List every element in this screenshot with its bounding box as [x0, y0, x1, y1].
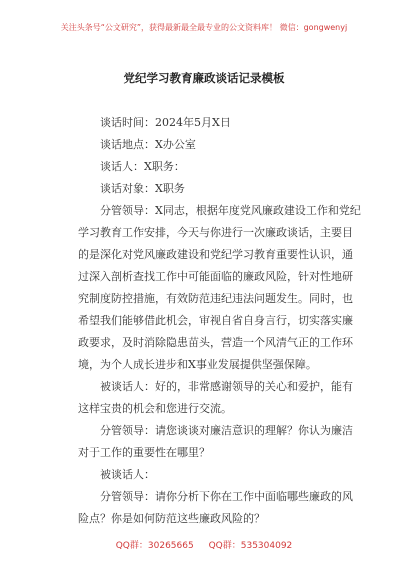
- text-line: 过深入剖析查找工作中可能面临的廉政风险，针对性地研: [78, 270, 353, 283]
- paragraph-reply-thanks: [78, 376, 353, 420]
- field-time: 谈话时间：2024年5月X日: [100, 116, 231, 129]
- document-title: 党纪学习教育廉政谈话记录模板: [123, 71, 285, 85]
- text-line: 境，为个人成长进步和X事业发展提供坚强保障。: [78, 358, 317, 371]
- text-line: 被谈话人：: [100, 468, 155, 481]
- text-line: 希望我们能够借此机会，审视自省自身言行，切实落实廉: [78, 314, 353, 327]
- text-line: 政要求，及时消除隐患苗头，营造一个风清气正的工作环: [78, 336, 353, 349]
- text-line: 分管领导：请你分析下你在工作中面临哪些廉政的风: [100, 490, 353, 503]
- text-line: 对于工作的重要性在哪里？: [78, 446, 210, 459]
- qq-group-2: QQ群：535304092: [208, 541, 293, 551]
- field-place: 谈话地点：X办公室: [100, 138, 196, 151]
- text-line: 险点？你是如何防范这些廉政风险的？: [78, 512, 265, 525]
- text-line: 究制度防控措施，有效防范违纪违法问题发生。同时，也: [78, 292, 353, 305]
- document-body: [78, 112, 361, 530]
- text-line: 这样宝贵的机会和您进行交流。: [78, 402, 232, 415]
- paragraph-leader-question-2: [78, 486, 353, 530]
- text-line: 的是深化对党风廉政建设和党纪学习教育重要性认识，通: [78, 248, 353, 261]
- page-footer-banner: [0, 538, 408, 551]
- field-person: 谈话人：X职务：: [100, 160, 185, 173]
- text-line: 分管领导：X同志，根据年度党风廉政建设工作和党纪: [100, 204, 361, 217]
- field-target: 谈话对象：X职务: [100, 182, 185, 195]
- paragraph-reply-blank: [78, 464, 348, 486]
- paragraph-leader-opening: [78, 200, 361, 376]
- paragraph-leader-question-1: [78, 420, 353, 464]
- text-line: 学习教育工作安排，今天与你进行一次廉政谈话，主要目: [78, 226, 353, 239]
- text-line: 被谈话人：好的，非常感谢领导的关心和爱护，能有: [100, 380, 353, 393]
- page-header-banner: 关注头条号“公文研究”，获得最新最全最专业的公文资料库！ 微信：gongwenyj: [60, 23, 348, 32]
- qq-group-1: QQ群：30265665: [115, 541, 194, 551]
- text-line: 分管领导：请您谈谈对廉洁意识的理解？你认为廉洁: [100, 424, 353, 437]
